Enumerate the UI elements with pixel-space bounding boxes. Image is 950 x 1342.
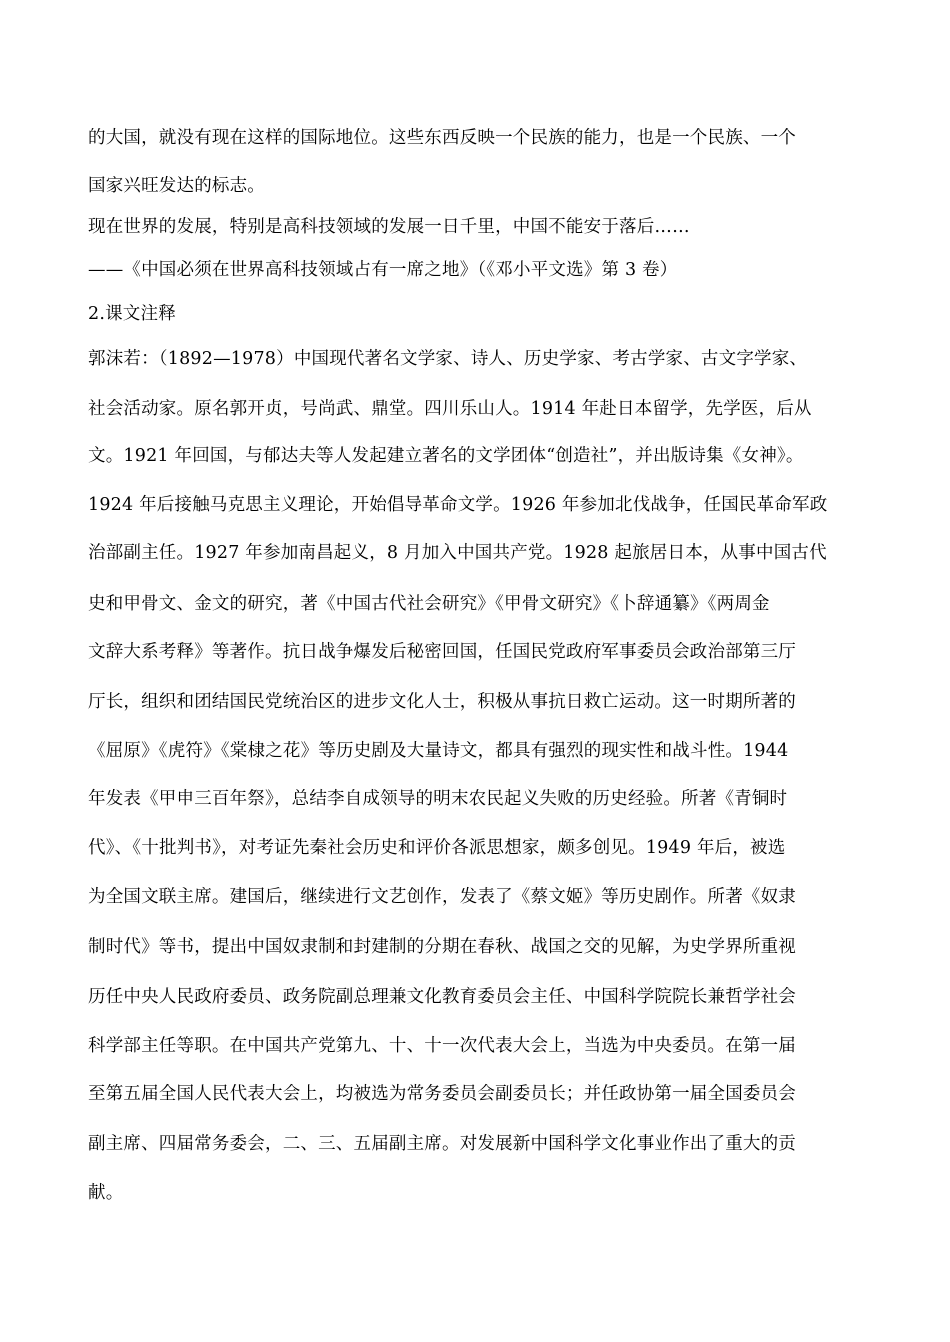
paragraph-line: 至第五届全国人民代表大会上，均被选为常务委员会副委员长；并任政协第一届全国委员会 [88, 1084, 796, 1104]
paragraph-line: 副主席、四届常务委会，二、三、五届副主席。对发展新中国科学文化事业作出了重大的贡 [88, 1134, 796, 1154]
paragraph-line: 历任中央人民政府委员、政务院副总理兼文化教育委员会主任、中国科学院院长兼哲学社会 [88, 987, 796, 1007]
paragraph-line: 文。1921 年回国，与郁达夫等人发起建立著名的文学团体“创造社”，并出版诗集《女神》。 [88, 446, 804, 466]
paragraph-line: 1924 年后接触马克思主义理论，开始倡导革命文学。1926 年参加北伐战争，任国民革命军政 [88, 495, 828, 515]
paragraph-line: 代》、《十批判书》，对考证先秦社会历史和评价各派思想家，颇多创见。1949 年后，被选 [88, 838, 786, 858]
paragraph-line: 郭沫若：（1892—1978）中国现代著名文学家、诗人、历史学家、考古学家、古文字学家、 [88, 349, 808, 369]
paragraph-line: 科学部主任等职。在中国共产党第九、十、十一次代表大会上，当选为中央委员。在第一届 [88, 1036, 796, 1056]
paragraph-line: 国家兴旺发达的标志。 [88, 176, 265, 196]
paragraph-line: 为全国文联主席。建国后，继续进行文艺创作，发表了《蔡文姬》等历史剧作。所著《奴隶 [88, 887, 796, 907]
paragraph-line: 厅长，组织和团结国民党统治区的进步文化人士，积极从事抗日救亡运动。这一时期所著的 [88, 692, 796, 712]
paragraph-line: 史和甲骨文、金文的研究，著《中国古代社会研究》《甲骨文研究》《卜辞通纂》《两周金 [88, 594, 770, 614]
citation-line: ——《中国必须在世界高科技领域占有一席之地》（《邓小平文选》第 3 卷） [88, 260, 678, 280]
paragraph-line: 文辞大系考释》等著作。抗日战争爆发后秘密回国，任国民党政府军事委员会政治部第三厅 [88, 642, 796, 662]
paragraph-line: 献。 [88, 1183, 124, 1203]
paragraph-line: 治部副主任。1927 年参加南昌起义，8 月加入中国共产党。1928 起旅居日本，从事中国古代 [88, 543, 827, 563]
section-heading: 2.课文注释 [88, 304, 176, 324]
paragraph-line: 制时代》等书，提出中国奴隶制和封建制的分期在春秋、战国之交的见解，为史学界所重视 [88, 937, 796, 957]
paragraph-line: 年发表《甲申三百年祭》，总结李自成领导的明末农民起义失败的历史经验。所著《青铜时 [88, 789, 788, 809]
paragraph-line: 的大国，就没有现在这样的国际地位。这些东西反映一个民族的能力，也是一个民族、一个 [88, 128, 796, 148]
paragraph-line: 《屈原》《虎符》《棠棣之花》等历史剧及大量诗文，都具有强烈的现实性和战斗性。1944 [88, 741, 789, 761]
paragraph-line: 社会活动家。原名郭开贞，号尚武、鼎堂。四川乐山人。1914 年赴日本留学，先学医，后从 [88, 399, 812, 419]
paragraph-line: 现在世界的发展，特别是高科技领域的发展一日千里，中国不能安于落后…… [88, 217, 690, 237]
